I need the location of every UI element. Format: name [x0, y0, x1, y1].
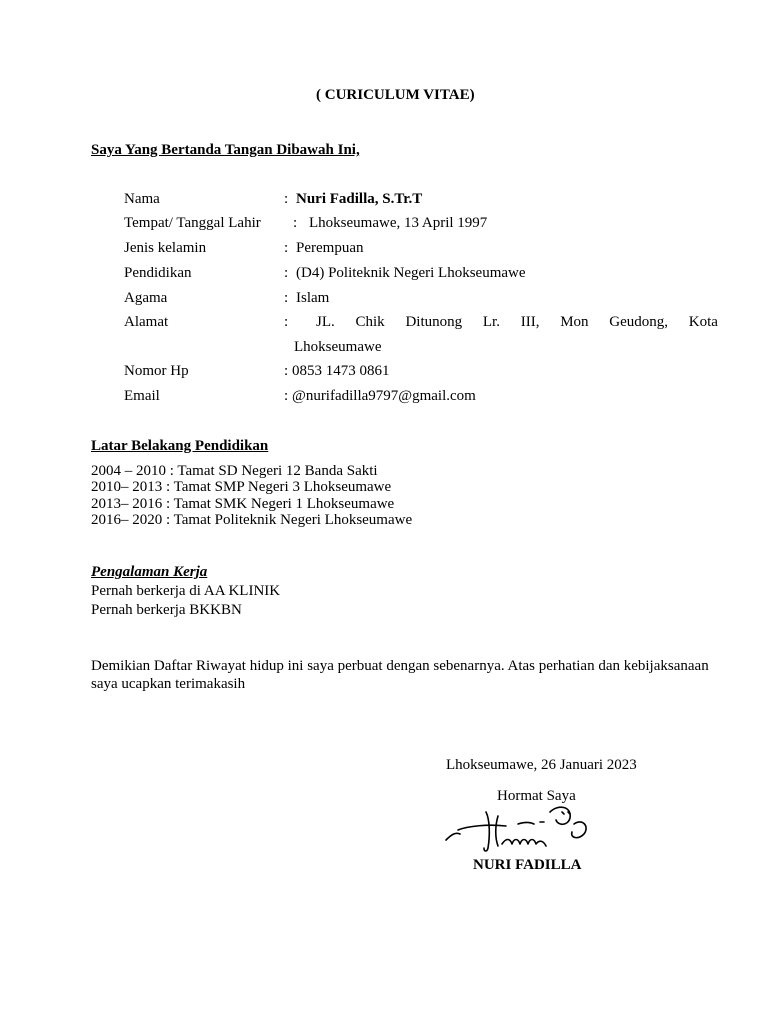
email-value: @nurifadilla9797@gmail.com — [292, 388, 476, 404]
address-colon: : — [284, 314, 289, 330]
religion-value: Islam — [296, 290, 330, 306]
address-word: III, — [520, 314, 540, 330]
phone-value: 0853 1473 0861 — [292, 363, 390, 379]
education-years: 2010– 2013 : — [91, 479, 171, 495]
education-text: Tamat SMP Negeri 3 Lhokseumawe — [173, 479, 392, 495]
address-line-2: Lhokseumawe — [294, 339, 382, 355]
work-item: Pernah berkerja BKKBN — [91, 602, 242, 618]
email-label: Email — [124, 388, 160, 404]
address-word: Geudong, — [609, 314, 669, 330]
work-item: Pernah berkerja di AA KLINIK — [91, 583, 281, 599]
handwritten-signature — [440, 796, 610, 856]
address-line-1 — [316, 314, 718, 331]
phone-label: Nomor Hp — [124, 363, 189, 379]
signature-area — [440, 782, 630, 878]
phone-colon: : — [284, 363, 289, 379]
education-years: 2013– 2016 : — [91, 496, 171, 512]
place-date: Lhokseumawe, 26 Januari 2023 — [446, 757, 637, 773]
birth-value: Lhokseumawe, 13 April 1997 — [309, 215, 488, 231]
signer-name: NURI FADILLA — [473, 857, 582, 873]
education-colon: : — [284, 265, 289, 281]
birth-colon: : — [293, 215, 298, 231]
gender-colon: : — [284, 240, 289, 256]
address-word: Lr. — [482, 314, 500, 330]
greeting: Hormat Saya — [497, 788, 576, 804]
education-row — [91, 512, 412, 528]
education-text: Tamat SD Negeri 12 Banda Sakti — [177, 463, 378, 479]
closing-paragraph: Demikian Daftar Riwayat hidup ini saya perbuat dengan sebenarnya. Atas perhatian dan kebijaksanaan saya ucapkan terimakasih — [91, 658, 709, 692]
religion-label: Agama — [124, 290, 168, 306]
birth-label: Tempat/ Tanggal Lahir — [124, 215, 261, 231]
address-word: Mon — [560, 314, 589, 330]
education-text: Tamat SMK Negeri 1 Lhokseumawe — [173, 496, 395, 512]
intro-heading: Saya Yang Bertanda Tangan Dibawah Ini, — [91, 142, 360, 158]
document-title: ( CURICULUM VITAE) — [316, 87, 475, 103]
education-years: 2016– 2020 : — [91, 512, 171, 528]
education-value: (D4) Politeknik Negeri Lhokseumawe — [296, 265, 526, 281]
name-value: Nuri Fadilla, S.Tr.T — [296, 191, 423, 207]
education-row — [91, 463, 378, 479]
name-colon: : — [284, 191, 289, 207]
address-word: Chik — [355, 314, 385, 330]
education-text: Tamat Politeknik Negeri Lhokseumawe — [173, 512, 413, 528]
email-colon: : — [284, 388, 289, 404]
name-label: Nama — [124, 191, 160, 207]
education-row — [91, 479, 391, 495]
education-years: 2004 – 2010 : — [91, 463, 174, 479]
address-word: Kota — [688, 314, 718, 330]
religion-colon: : — [284, 290, 289, 306]
education-section-title: Latar Belakang Pendidikan — [91, 438, 269, 454]
education-row — [91, 496, 394, 512]
address-word: Ditunong — [405, 314, 463, 330]
education-label: Pendidikan — [124, 265, 192, 281]
gender-value: Perempuan — [296, 240, 364, 256]
address-label: Alamat — [124, 314, 169, 330]
gender-label: Jenis kelamin — [124, 240, 207, 256]
work-section-title: Pengalaman Kerja — [91, 564, 208, 580]
address-word: JL. — [316, 314, 335, 330]
